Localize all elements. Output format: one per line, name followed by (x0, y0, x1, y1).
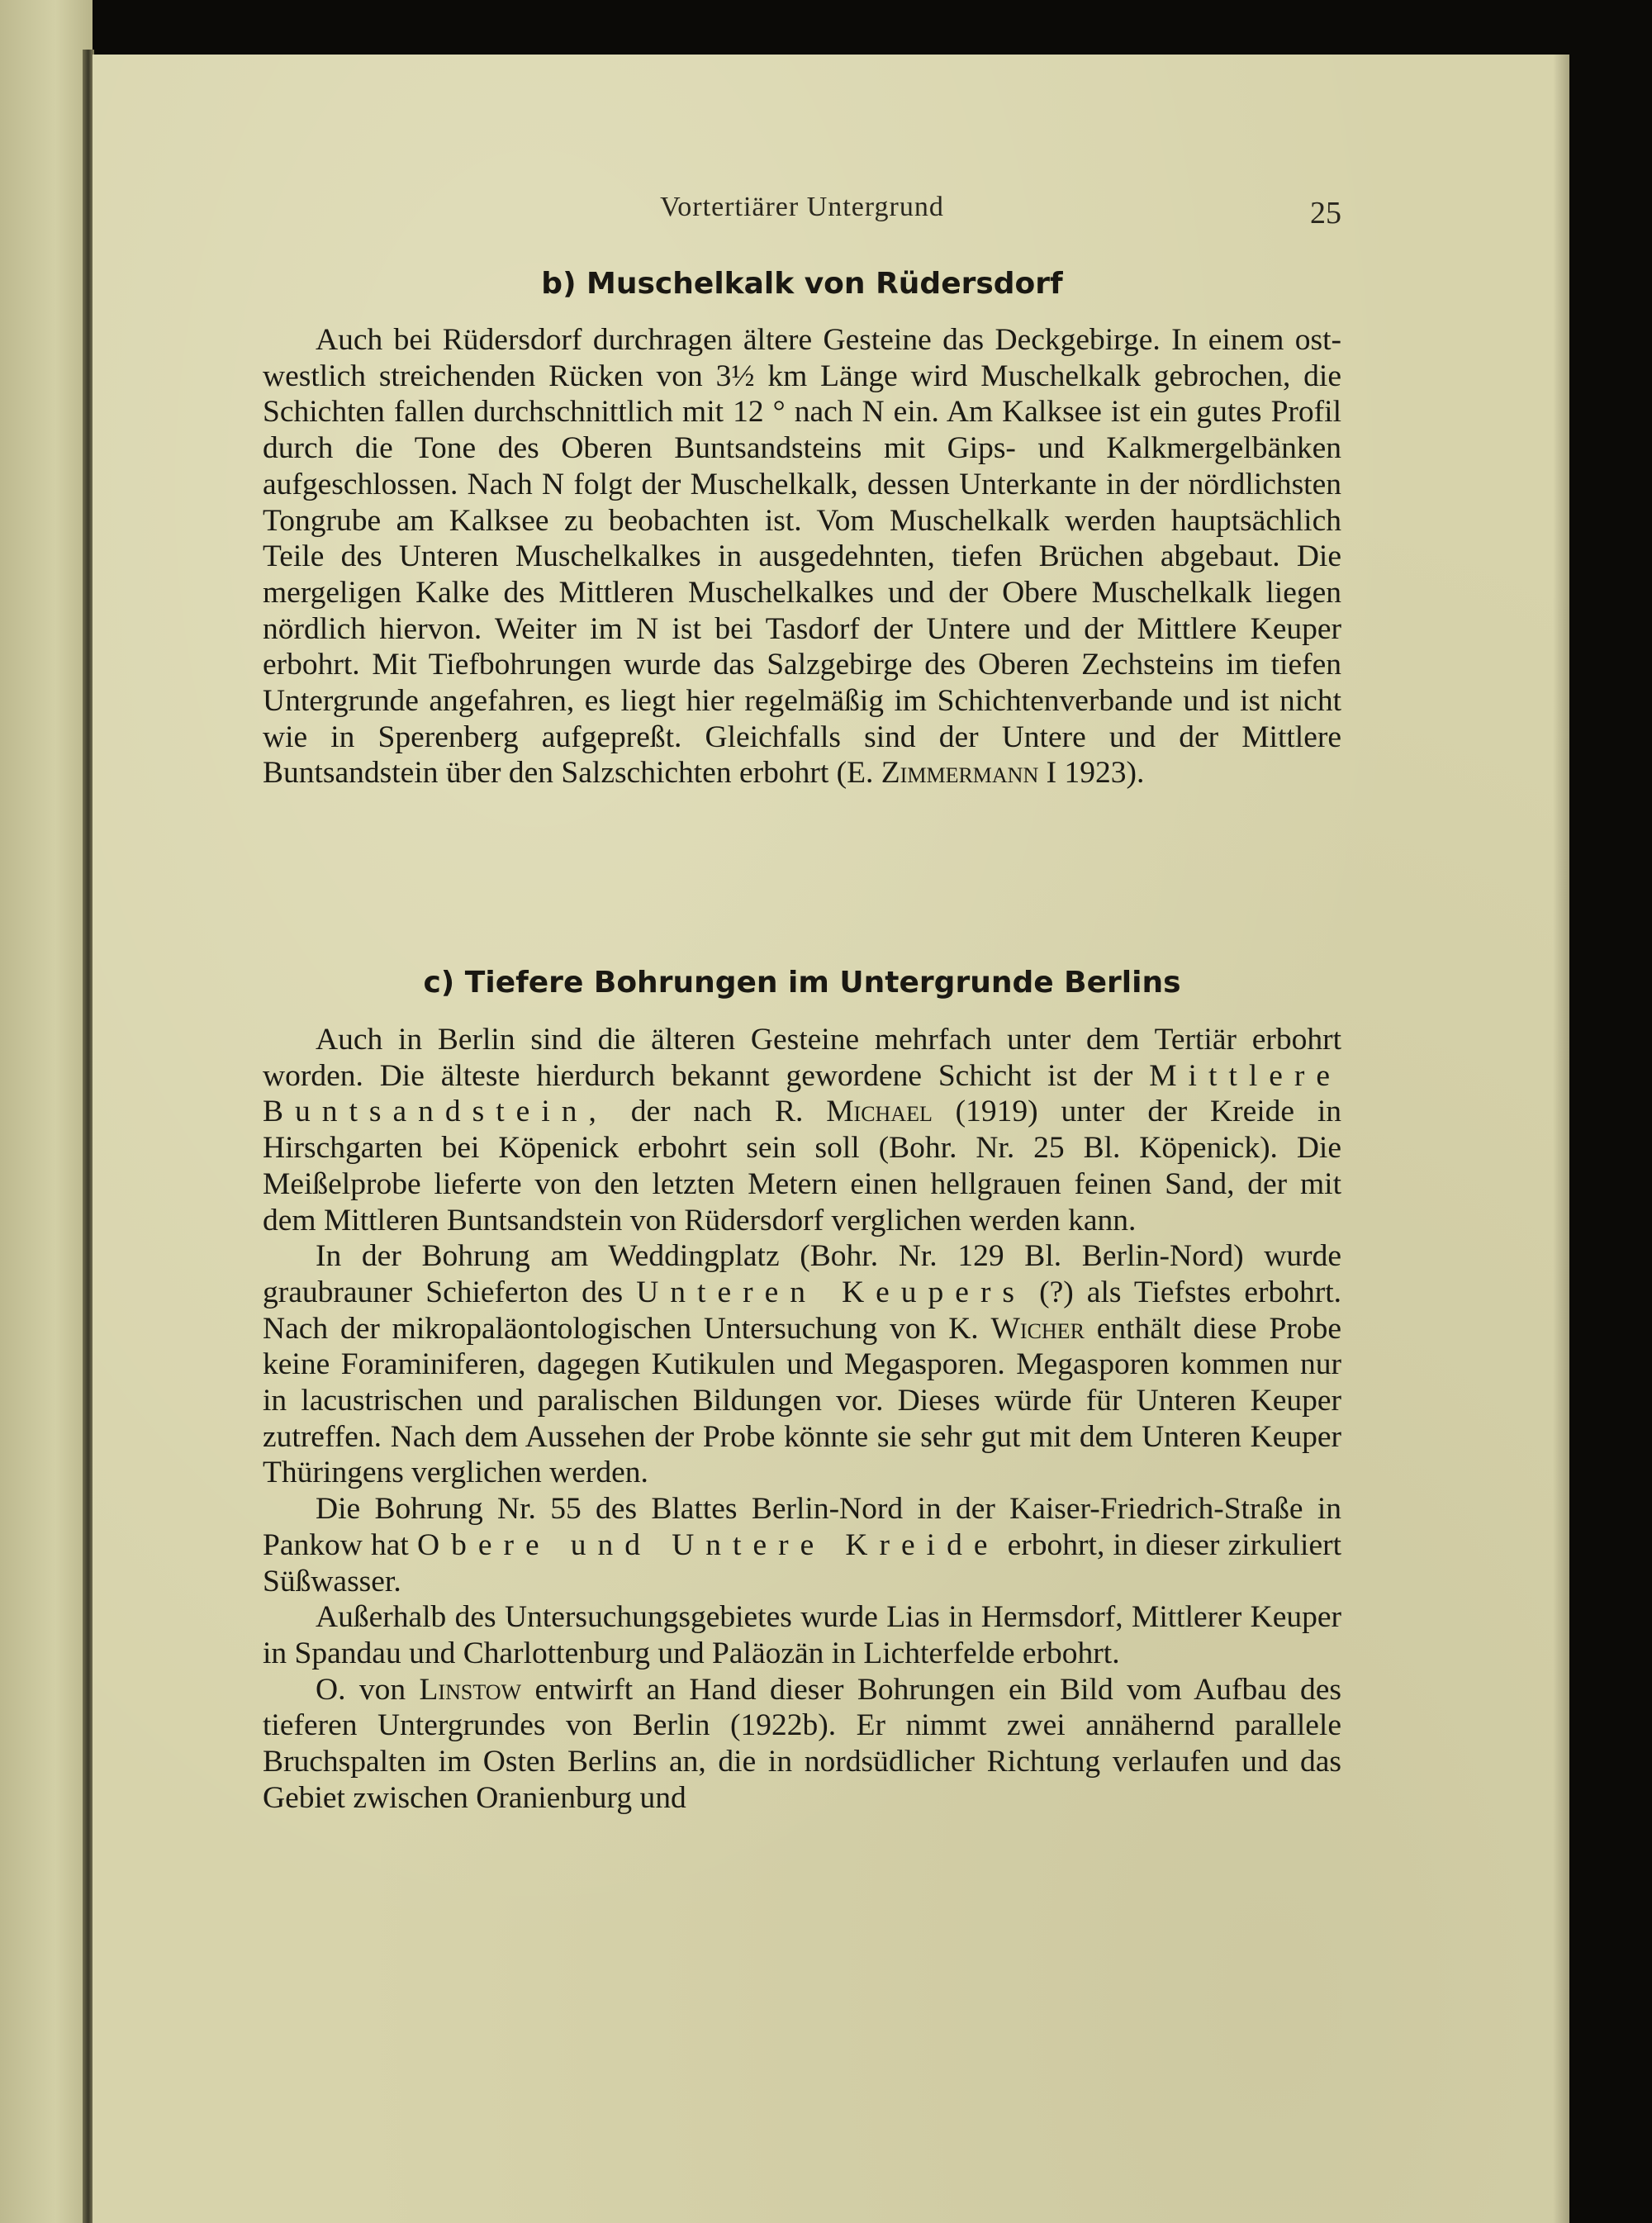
section-b-heading: b) Muschelkalk von Rüdersdorf (541, 267, 1063, 301)
section-c-paragraph-4 (263, 1599, 1341, 1671)
text-run: enthält diese Probe keine Foraminiferen, dagegen Kutikulen und Megasporen. Megasporen kommen nur in lacustrischen und paralischen Bildungen vor. Dieses würde für Unteren Keuper zutreffen. Nach dem Aussehen der Probe könnte sie sehr gut mit dem Unteren Keuper Thüringens verglichen werden. (263, 1311, 1342, 1490)
page-number: 25 (1310, 196, 1341, 230)
facing-page-edge (0, 0, 93, 2223)
text-run: I 1923). (1046, 756, 1145, 791)
author-name: Linstow (419, 1672, 522, 1707)
text-run: Die Bohrung Nr. 55 des Blattes Berlin-Nord in der Kaiser-Friedrich-Straße in Pankow hat (263, 1492, 1341, 1562)
author-name: Wicher (990, 1311, 1085, 1346)
section-c-paragraph-1 (263, 1022, 1341, 1238)
text-run: Auch in Berlin sind die älteren Gesteine mehrfach unter dem Tertiär erbohrt worden. Die älteste hierdurch bekannt gewordene Schicht ist der (263, 1023, 1341, 1093)
section-c-paragraph-5 (263, 1672, 1341, 1817)
section-c-paragraph-2 (263, 1238, 1341, 1491)
text-run: In der Bohrung am Weddingplatz (Bohr. Nr. 129 Bl. Berlin-Nord) wurde graubrauner Schieferton des (263, 1239, 1341, 1309)
spaced-term: Unteren Keupers (636, 1275, 1027, 1309)
author-name: Zimmermann (881, 756, 1039, 791)
text-run: entwirft an Hand dieser Bohrungen ein Bild vom Aufbau des tieferen Untergrundes von Berlin (1922b). Er nimmt zwei annähernd parallele Bruchspalten im Osten Berlins an, die in nordsüdlicher Richtung verlaufen und das Gebiet zwischen Oranienburg und (263, 1672, 1342, 1815)
spaced-term: Obere und Untere Kreide (417, 1527, 999, 1562)
section-b-paragraph-1 (263, 322, 1341, 791)
text-run: der nach R. (630, 1095, 804, 1129)
section-c-body (263, 1022, 1341, 1816)
text-run: erbohrt, in dieser zirkuliert Süßwasser. (263, 1527, 1342, 1598)
spaced-term: Mittlere Buntsandstein, (263, 1058, 1342, 1129)
running-head (263, 192, 1341, 233)
text-run: (?) als Tiefstes erbohrt. Nach der mikropaläontologischen Untersuchung von K. (263, 1275, 1341, 1346)
running-head-title: Vortertiärer Untergrund (660, 192, 944, 222)
page-right-shadow (1553, 55, 1569, 2223)
text-run: O. von (316, 1672, 406, 1707)
section-b-body (263, 322, 1341, 791)
section-c-paragraph-3 (263, 1491, 1341, 1599)
text-run: (1919) unter der Kreide in Hirschgarten bei Köpenick erbohrt sein soll (Bohr. Nr. 25 Bl. Köpenick). Die Meißelprobe lieferte von den letzten Metern einen hellgrauen feinen Sand, der mit dem Mittleren Buntsandstein von Rüdersdorf verglichen werden kann. (263, 1095, 1342, 1237)
author-name: Michael (826, 1095, 933, 1129)
section-c-heading: c) Tiefere Bohrungen im Untergrunde Berlins (423, 966, 1181, 1000)
text-run: Auch bei Rüdersdorf durchragen ältere Gesteine das Deckgebirge. In einem ost-westlich streichenden Rücken von 3½ km Länge wird Muschelkalk gebrochen, die Schichten fallen durchschnittlich mit 12 ° nach N ein. Am Kalksee ist ein gutes Profil durch die Tone des Oberen Buntsandsteins mit Gips- und Kalkmergelbänken aufgeschlossen. Nach N folgt der Muschelkalk, dessen Unterkante in der nördlichsten Tongrube am Kalksee zu beobachten ist. Vom Muschelkalk werden hauptsächlich Teile des Unteren Muschelkalkes in ausgedehnten, tiefen Brüchen abgebaut. Die mergeligen Kalke des Mittleren Muschelkalkes und der Obere Muschelkalk liegen nördlich hiervon. Weiter im N ist bei Tasdorf der Untere und der Mittlere Keuper erbohrt. Mit Tiefbohrungen wurde das Salzgebirge des Oberen Zechsteins im tiefen Untergrunde angefahren, es liegt hier regelmäßig im Schichtenverbande und ist nicht wie in Sperenberg aufgepreßt. Gleichfalls sind der Untere und der Mittlere Buntsandstein über den Salzschichten erbohrt (E. (263, 323, 1341, 791)
text-run: Außerhalb des Untersuchungsgebietes wurde Lias in Hermsdorf, Mittlerer Keuper in Spandau und Charlottenburg und Paläozän in Lichterfelde erbohrt. (263, 1600, 1341, 1670)
